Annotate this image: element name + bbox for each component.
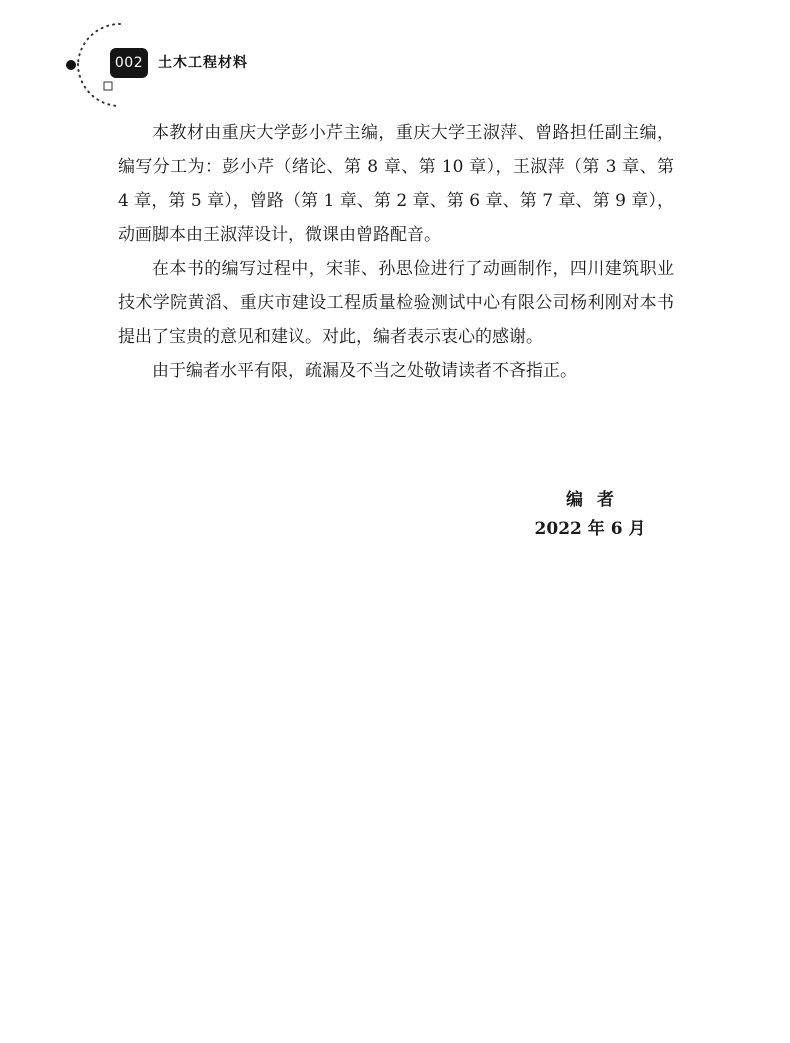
signature-author: 编者 (566, 490, 628, 510)
running-title: 土木工程材料 (158, 55, 248, 71)
paragraph-apology: 由于编者水平有限，疏漏及不当之处敬请读者不吝指正。 (152, 361, 577, 381)
paragraph-authors: 本教材由重庆大学彭小芹主编，重庆大学王淑萍、曾路担任副主编，编写分工为：彭小芹（绪论、第 8 章、第 10 章），王淑萍（第 3 章、第 4 章，第 5 章），曾路（第 1 章、第 2 章、第 6 章、第 7 章、第 9 章），动画脚本由王淑萍设计，微课由曾路配音。 (118, 123, 674, 245)
page-number-badge: 002 (110, 48, 148, 78)
preface-body (118, 116, 674, 388)
signature-date: 2022 年 6 月 (534, 519, 646, 539)
signature-block (520, 486, 660, 544)
paragraph-acknowledgements: 在本书的编写过程中，宋菲、孙思俭进行了动画制作，四川建筑职业技术学院黄滔、重庆市建设工程质量检验测试中心有限公司杨利刚对本书提出了宝贵的意见和建议。对此，编者表示衷心的感谢。 (118, 259, 674, 347)
